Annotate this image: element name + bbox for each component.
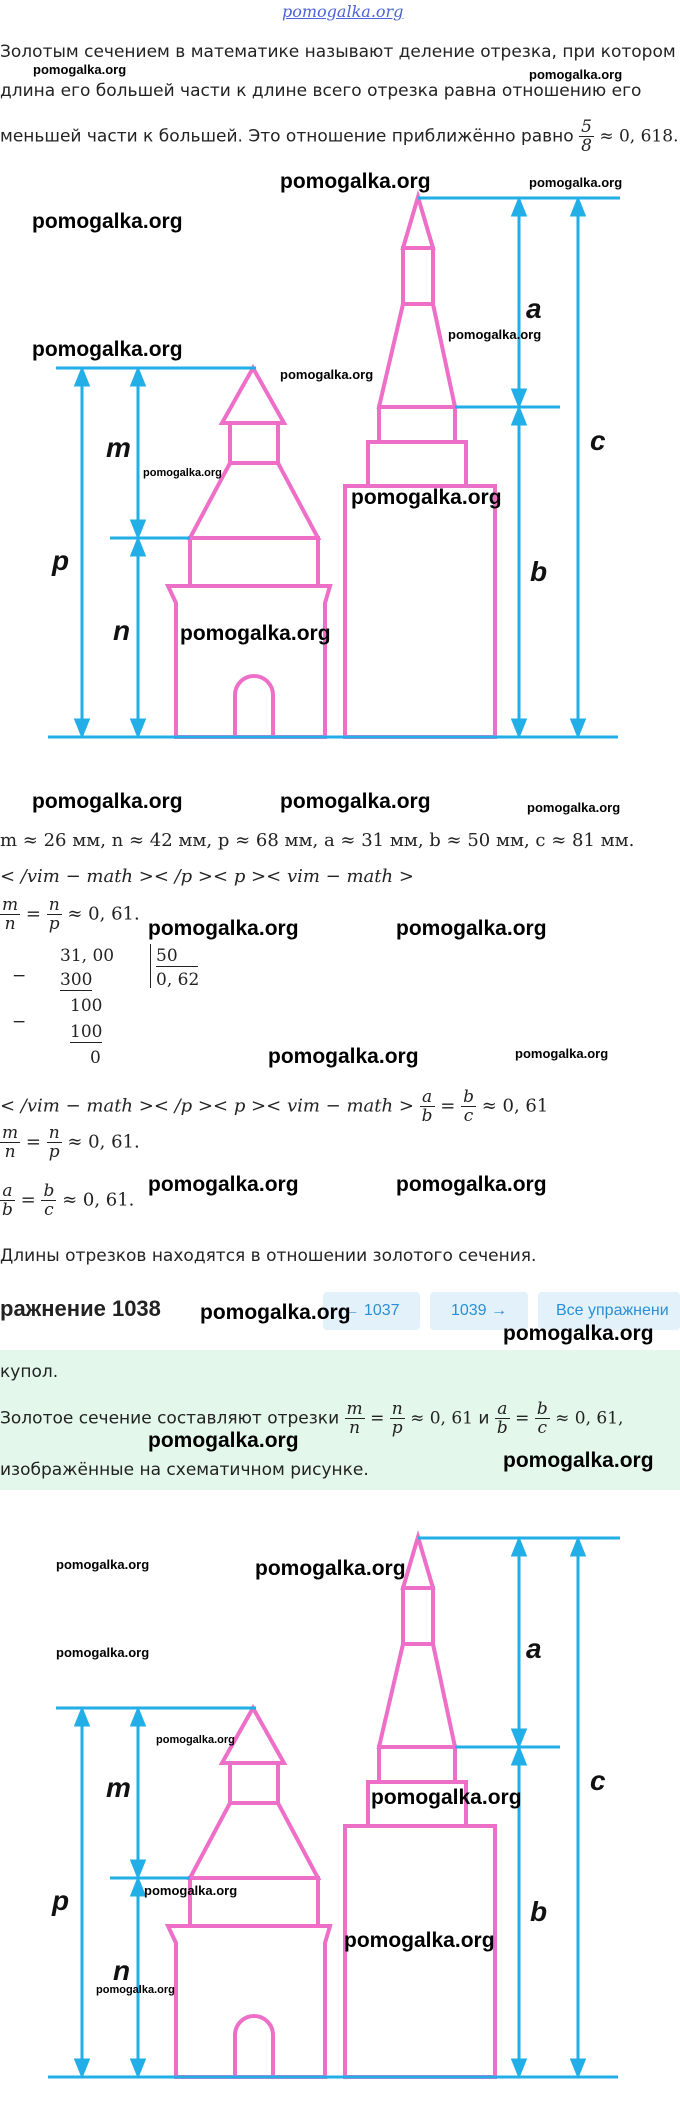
label-b: b bbox=[530, 556, 548, 587]
ratio-m: m bbox=[2, 895, 19, 915]
ratio-p: p bbox=[48, 914, 60, 934]
answer-line-1: купол. bbox=[0, 1362, 59, 1382]
left-body bbox=[168, 586, 330, 737]
left-door bbox=[235, 676, 273, 737]
watermark: pomogalka.org bbox=[96, 1984, 175, 1996]
watermark: pomogalka.org bbox=[529, 175, 623, 190]
ratio-tail: ≈ 0, 61. bbox=[67, 903, 140, 925]
answer-and: и bbox=[478, 1408, 490, 1429]
label-m: m bbox=[106, 432, 131, 463]
division-quotient: 0, 62 bbox=[156, 970, 200, 990]
label-a: a bbox=[526, 293, 542, 324]
tag-line-2-text: < /vim − math >< /p >< p >< vim − math > bbox=[0, 1095, 414, 1117]
equals-sign: = bbox=[25, 903, 41, 925]
answer-c: c bbox=[537, 1418, 548, 1438]
right-spire-shaft bbox=[403, 248, 433, 304]
right-drum bbox=[379, 407, 455, 442]
label-n: n bbox=[113, 615, 131, 646]
ratio3-b: b bbox=[2, 1200, 13, 1220]
label-c-2: c bbox=[590, 1765, 606, 1796]
tag-line-2 bbox=[0, 1088, 548, 1125]
division-divisor: 50 bbox=[156, 946, 198, 967]
watermark: pomogalka.org bbox=[529, 67, 623, 82]
left-spire bbox=[222, 368, 284, 423]
answer-m: m bbox=[346, 1399, 363, 1419]
watermark: pomogalka.org bbox=[280, 170, 431, 193]
watermark: pomogalka.org bbox=[148, 917, 299, 940]
division-remainder: 0 bbox=[90, 1048, 101, 1068]
answer-line-3: изображённые на схематичном рисунке. bbox=[0, 1460, 369, 1480]
ratio3-tail: ≈ 0, 61. bbox=[62, 1189, 135, 1211]
division-step-1: 300 bbox=[60, 970, 93, 990]
ratio-line-1 bbox=[0, 896, 140, 933]
answer-b2: b bbox=[536, 1399, 548, 1419]
watermark: pomogalka.org bbox=[143, 467, 222, 479]
answer-line-2 bbox=[0, 1400, 623, 1437]
right-spire bbox=[403, 197, 433, 248]
golden-approx: ≈ 0, 618. bbox=[599, 126, 679, 147]
watermark: pomogalka.org bbox=[255, 1557, 406, 1580]
answer-approx-1: ≈ 0, 61 bbox=[410, 1408, 473, 1429]
label-a-2: a bbox=[526, 1633, 542, 1664]
intro-line-2: длина его большей части к длине всего отрезка равна отношению его bbox=[0, 81, 642, 101]
division-bar bbox=[150, 944, 151, 988]
right-roof bbox=[379, 304, 455, 407]
all-exercises-button[interactable]: Все упражнени bbox=[538, 1292, 680, 1330]
equals-sign: = bbox=[25, 1131, 41, 1153]
ratio-n2: n bbox=[48, 895, 60, 915]
tag-a: a bbox=[420, 1088, 435, 1107]
exercise-title: ражнение 1038 bbox=[0, 1296, 161, 1321]
watermark: pomogalka.org bbox=[148, 1429, 299, 1452]
answer-b: b bbox=[496, 1418, 508, 1438]
ratio-line-3 bbox=[0, 1182, 134, 1219]
site-logo[interactable]: pomogalka.org bbox=[282, 2, 404, 21]
watermark: pomogalka.org bbox=[280, 790, 431, 813]
watermark: pomogalka.org bbox=[371, 1786, 522, 1809]
watermark: pomogalka.org bbox=[527, 800, 621, 815]
intro-line-3-text: меньшей части к большей. Это отношение приближённо равно bbox=[0, 126, 574, 147]
watermark: pomogalka.org bbox=[503, 1322, 654, 1345]
ratio2-n2: n bbox=[48, 1123, 60, 1143]
watermark: pomogalka.org bbox=[56, 1557, 150, 1572]
equals-sign: = bbox=[440, 1095, 456, 1117]
ratio2-m: m bbox=[2, 1123, 19, 1143]
tag-tail: ≈ 0, 61 bbox=[481, 1095, 549, 1117]
label-b-2: b bbox=[530, 1896, 548, 1927]
label-m-2: m bbox=[106, 1772, 131, 1803]
division-minus-1: − bbox=[12, 966, 27, 986]
answer-p: p bbox=[391, 1418, 403, 1438]
answer-n2: n bbox=[391, 1399, 403, 1419]
equals-sign: = bbox=[515, 1408, 530, 1429]
golden-ratio-figure-bottom bbox=[0, 1525, 680, 2085]
answer-line-2-text: Золотое сечение составляют отрезки bbox=[0, 1408, 340, 1429]
watermark: pomogalka.org bbox=[396, 917, 547, 940]
tag-c: c bbox=[463, 1106, 474, 1126]
long-division bbox=[0, 944, 220, 1074]
label-c: c bbox=[590, 425, 606, 456]
watermark: pomogalka.org bbox=[200, 1301, 351, 1324]
ratio3-b2: b bbox=[43, 1181, 55, 1201]
watermark: pomogalka.org bbox=[56, 1645, 150, 1660]
watermark: pomogalka.org bbox=[32, 338, 183, 361]
measurements-line: m ≈ 26 мм, n ≈ 42 мм, p ≈ 68 мм, a ≈ 31 мм, b ≈ 50 мм, c ≈ 81 мм. bbox=[0, 830, 635, 851]
label-p: p bbox=[52, 545, 70, 576]
intro-line-1: Золотым сечением в математике называют деление отрезка, при котором bbox=[0, 42, 676, 62]
answer-n: n bbox=[349, 1418, 361, 1438]
watermark: pomogalka.org bbox=[144, 1883, 238, 1898]
ratio3-a: a bbox=[0, 1182, 15, 1201]
fraction-denominator: 8 bbox=[581, 136, 592, 156]
measure-lines bbox=[48, 198, 620, 737]
watermark: pomogalka.org bbox=[156, 1734, 235, 1746]
division-minus-2: − bbox=[12, 1012, 27, 1032]
label-n-2: n bbox=[113, 1955, 131, 1986]
ratio2-tail: ≈ 0, 61. bbox=[67, 1131, 140, 1153]
golden-fraction bbox=[579, 118, 594, 155]
intro-line-3 bbox=[0, 118, 678, 155]
fraction-numerator: 5 bbox=[581, 117, 592, 137]
watermark: pomogalka.org bbox=[344, 1929, 495, 1952]
watermark: pomogalka.org bbox=[448, 327, 542, 342]
watermark: pomogalka.org bbox=[351, 486, 502, 509]
watermark: pomogalka.org bbox=[32, 790, 183, 813]
watermark: pomogalka.org bbox=[503, 1449, 654, 1472]
division-dividend: 31, 00 bbox=[60, 946, 115, 966]
watermark: pomogalka.org bbox=[280, 367, 374, 382]
prev-exercise-button[interactable]: ← 1037 bbox=[323, 1292, 420, 1330]
division-step-3: 100 bbox=[70, 1022, 103, 1042]
ratio-n: n bbox=[4, 914, 16, 934]
division-step-2: 100 bbox=[70, 996, 103, 1016]
watermark: pomogalka.org bbox=[33, 62, 127, 77]
watermark: pomogalka.org bbox=[32, 210, 183, 233]
ratio-line-2 bbox=[0, 1124, 140, 1161]
watermark: pomogalka.org bbox=[268, 1045, 419, 1068]
watermark: pomogalka.org bbox=[148, 1173, 299, 1196]
ratio2-p: p bbox=[48, 1142, 60, 1162]
ratio3-c: c bbox=[44, 1200, 54, 1220]
conclusion-text: Длины отрезков находятся в отношении золотого сечения. bbox=[0, 1246, 537, 1266]
measure-lines-2 bbox=[48, 1538, 620, 2077]
left-spire-base bbox=[230, 423, 278, 463]
equals-sign: = bbox=[20, 1189, 36, 1211]
right-body bbox=[345, 486, 495, 737]
equals-sign: = bbox=[370, 1408, 385, 1429]
golden-ratio-figure-top bbox=[0, 185, 680, 745]
tag-b2: b bbox=[463, 1087, 474, 1107]
tag-line-1: < /vim − math >< /p >< p >< vim − math > bbox=[0, 866, 414, 887]
watermark: pomogalka.org bbox=[396, 1173, 547, 1196]
left-drum bbox=[190, 538, 318, 586]
label-p-2: p bbox=[52, 1885, 70, 1916]
watermark: pomogalka.org bbox=[180, 622, 331, 645]
ratio2-n: n bbox=[4, 1142, 16, 1162]
right-upper-body bbox=[368, 442, 466, 486]
answer-a: a bbox=[495, 1400, 510, 1419]
tag-b: b bbox=[421, 1106, 433, 1126]
watermark: pomogalka.org bbox=[515, 1046, 609, 1061]
answer-approx-2: ≈ 0, 61, bbox=[555, 1408, 624, 1429]
next-exercise-button[interactable]: 1039 → bbox=[430, 1292, 528, 1330]
